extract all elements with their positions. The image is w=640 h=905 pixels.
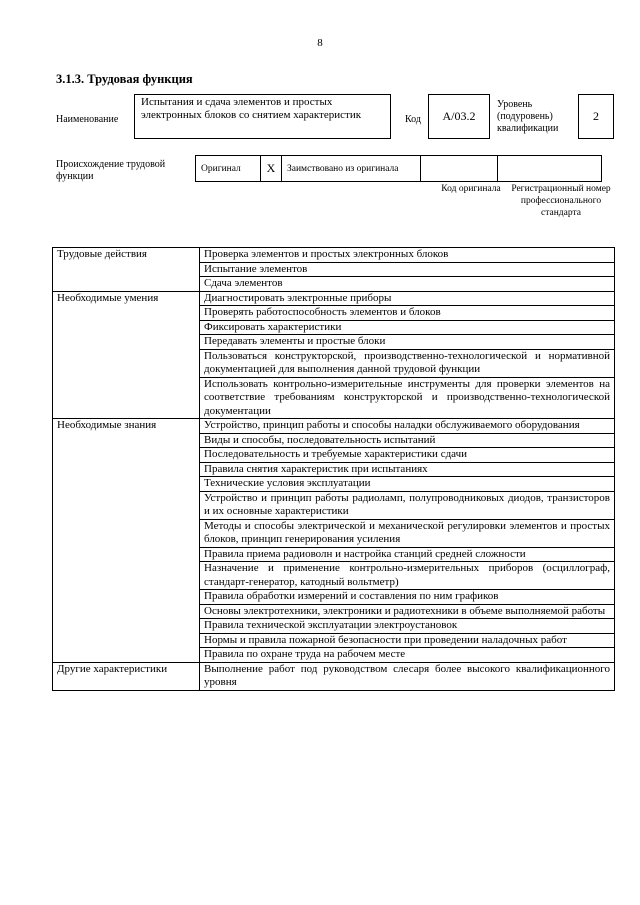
item-cell: Устройство и принцип работы радиоламп, полупроводниковых диодов, транзисторов и их основные характеристики (200, 491, 615, 519)
category-cell: Необходимые знания (53, 419, 200, 663)
level-label: Уровень (подуровень) квалификации (497, 99, 559, 134)
item-cell: Правила технической эксплуатации электроустановок (200, 619, 615, 634)
item-cell: Правила приема радиоволн и настройка станций средней сложности (200, 547, 615, 562)
origin-table (195, 155, 602, 182)
code-caption: Код оригинала (441, 184, 501, 194)
level-value-box: 2 (578, 94, 614, 139)
reg-number-cell (498, 156, 602, 182)
category-cell: Трудовые действия (53, 248, 200, 292)
section-title: 3.1.3. Трудовая функция (56, 72, 193, 86)
item-cell: Передавать элементы и простые блоки (200, 335, 615, 350)
item-cell: Назначение и применение контрольно-измерительных приборов (осциллограф, стандарт-генератор, катодный вольтметр) (200, 562, 615, 590)
original-label: Оригинал (196, 156, 261, 182)
code-label: Код (405, 114, 421, 125)
item-cell: Выполнение работ под руководством слесаря более высокого квалификационного уровня (200, 662, 615, 690)
original-mark: Х (261, 156, 282, 182)
name-label: Наименование (56, 114, 119, 125)
code-value-box: А/03.2 (428, 94, 490, 139)
page-number: 8 (317, 37, 323, 49)
item-cell: Проверка элементов и простых электронных блоков (200, 248, 615, 263)
original-code-cell (421, 156, 498, 182)
item-cell: Сдача элементов (200, 277, 615, 292)
function-name-box: Испытания и сдача элементов и простых электронных блоков со снятием характеристик (134, 94, 391, 139)
category-cell: Необходимые умения (53, 291, 200, 419)
item-cell: Фиксировать характеристики (200, 320, 615, 335)
table-row (53, 248, 615, 263)
item-cell: Правила снятия характеристик при испытаниях (200, 462, 615, 477)
item-cell: Правила по охране труда на рабочем месте (200, 648, 615, 663)
reg-caption: Регистрационный номер профессионального стандарта (511, 184, 611, 218)
item-cell: Нормы и правила пожарной безопасности при проведении наладочных работ (200, 633, 615, 648)
item-cell: Использовать контрольно-измерительные инструменты для проверки элементов на соответствие требованиям конструкторской и производственно-технологической документации (200, 377, 615, 419)
function-details-table (52, 247, 615, 691)
item-cell: Виды и способы, последовательность испытаний (200, 433, 615, 448)
item-cell: Проверять работоспособность элементов и блоков (200, 306, 615, 321)
item-cell: Устройство, принцип работы и способы наладки обслуживаемого оборудования (200, 419, 615, 434)
item-cell: Испытание элементов (200, 262, 615, 277)
item-cell: Диагностировать электронные приборы (200, 291, 615, 306)
item-cell: Технические условия эксплуатации (200, 477, 615, 492)
table-row (53, 662, 615, 690)
table-row (53, 419, 615, 434)
item-cell: Методы и способы электрической и механической регулировки элементов и простых блоков, принцип генерирования усиления (200, 519, 615, 547)
item-cell: Правила обработки измерений и составления по ним графиков (200, 590, 615, 605)
item-cell: Основы электротехники, электроники и радиотехники в объеме выполняемой работы (200, 604, 615, 619)
category-cell: Другие характеристики (53, 662, 200, 690)
table-row (53, 291, 615, 306)
borrowed-label: Заимствовано из оригинала (282, 156, 421, 182)
origin-label: Происхождение трудовой функции (56, 159, 166, 182)
item-cell: Последовательность и требуемые характеристики сдачи (200, 448, 615, 463)
item-cell: Пользоваться конструкторской, производственно-технологической и нормативной документацией для выполнения данной трудовой функции (200, 349, 615, 377)
